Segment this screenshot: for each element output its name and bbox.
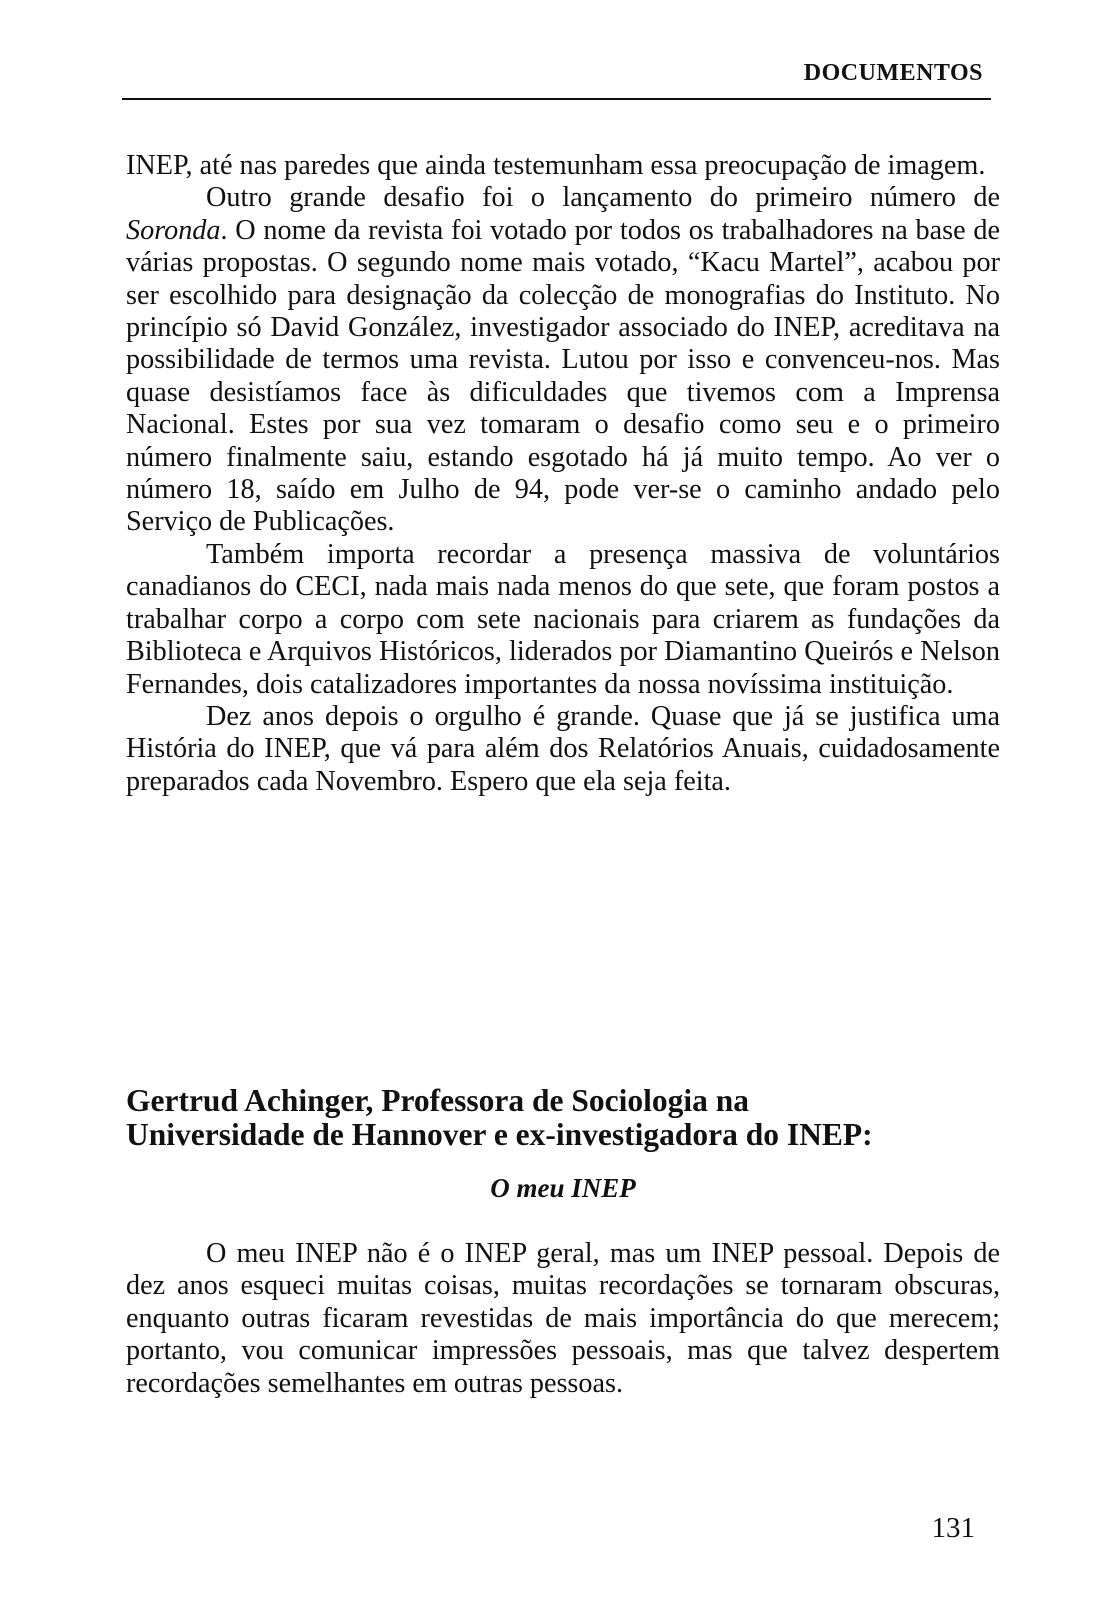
- intro-text: [126, 150, 1000, 798]
- article-title: O meu INEP: [490, 1173, 636, 1203]
- paragraph-2: [126, 182, 1000, 538]
- paragraph-2-rest: . O nome da revista foi votado por todos os trabalhadores na base de várias propostas. O segundo nome mais votado, “Kacu Martel”, acabou por ser escolhido para designação da colecção de monografias do Instituto. No princípio só David González, investigador associado do INEP, acreditava na possibilidade de termos uma revista. Lutou por isso e convenceu-nos. Mas quase desistíamos face às dificuldades que tivemos com a Imprensa Nacional. Estes por sua vez tomaram o desafio como seu e o primeiro número finalmente saiu, estando esgotado há já muito tempo. Ao ver o número 18, saído em Julho de 94, pode ver-se o caminho andado pelo Serviço de Publicações.: [126, 214, 1000, 538]
- section-paragraph-1: O meu INEP não é o INEP geral, mas um INEP pessoal. Depois de dez anos esqueci muitas coisas, muitas recordações se tornaram obscuras, enquanto outras ficaram revestidas de mais importância do que merecem; portanto, vou comunicar impressões pessoais, mas que talvez despertem recordações semelhantes em outras pessoas.: [126, 1238, 1000, 1399]
- paragraph-1: INEP, até nas paredes que ainda testemunham essa preocupação de imagem.: [126, 150, 986, 181]
- section-heading-line-2: Universidade de Hannover e ex-investigadora do INEP:: [126, 1117, 873, 1152]
- running-head: DOCUMENTOS: [803, 60, 983, 86]
- section-heading-line-1: Gertrud Achinger, Professora de Sociologia na: [126, 1083, 749, 1118]
- section-heading: [126, 1084, 1006, 1152]
- header-rule: [122, 98, 991, 100]
- paragraph-2-start: Outro grande desafio foi o lançamento do primeiro número de: [206, 182, 1000, 214]
- journal-title: Soronda: [126, 214, 221, 246]
- page-number: 131: [931, 1512, 975, 1544]
- paragraph-3: Também importa recordar a presença massiva de voluntários canadianos do CECI, nada mais nada menos do que sete, que foram postos a trabalhar corpo a corpo com sete nacionais para criarem as fundações da Biblioteca e Arquivos Históricos, liderados por Diamantino Queirós e Nelson Fernandes, dois catalizadores importantes da nossa novíssima instituição.: [126, 538, 1000, 700]
- section-text: [126, 1238, 1000, 1400]
- paragraph-4: Dez anos depois o orgulho é grande. Quase que já se justifica uma História do INEP, que vá para além dos Relatórios Anuais, cuidadosamente preparados cada Novembro. Espero que ela seja feita.: [126, 700, 1000, 797]
